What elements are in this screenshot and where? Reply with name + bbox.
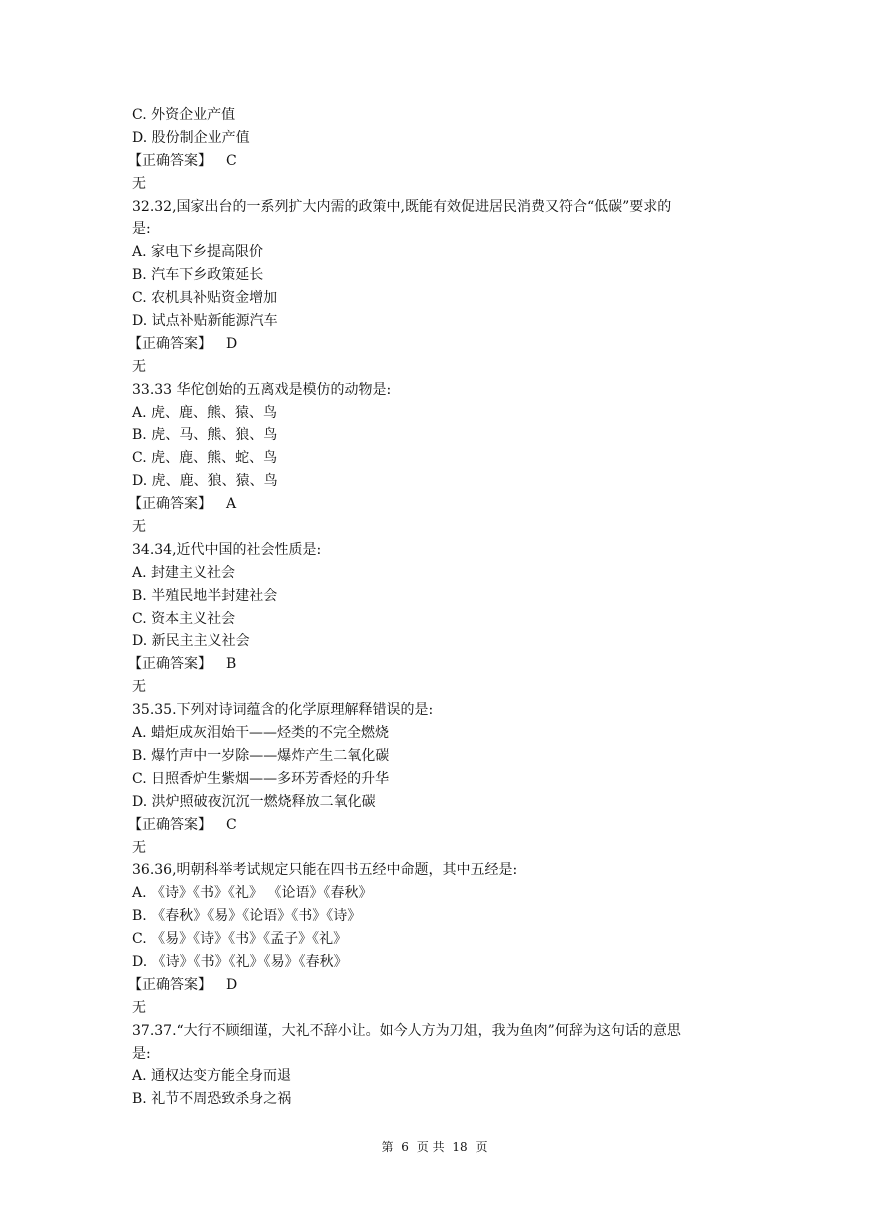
option-line: B. 虎、马、熊、狼、鸟 bbox=[132, 427, 278, 444]
option-line: D. 试点补贴新能源汽车 bbox=[132, 313, 278, 330]
option-line: C. 虎、鹿、熊、蛇、鸟 bbox=[132, 450, 278, 467]
option-line: A. 通权达变方能全身而退 bbox=[132, 1068, 292, 1085]
option-line: A. 家电下乡提高限价 bbox=[132, 244, 264, 261]
question-line: 32.32,国家出台的一系列扩大内需的政策中,既能有效促进居民消费又符合“低碳”要求的 bbox=[132, 198, 672, 215]
option-line: D. 股份制企业产值 bbox=[132, 129, 250, 146]
question-line: 37.37.“大行不顾细谨，大礼不辞小让。如今人方为刀俎，我为鱼肉”何辞为这句话的意思 bbox=[132, 1022, 681, 1039]
option-line: D. 《诗》《书》《礼》《易》《春秋》 bbox=[132, 953, 348, 970]
answer-label: 【正确答案】 bbox=[128, 816, 212, 833]
option-line: C. 资本主义社会 bbox=[132, 610, 236, 627]
footer-mid: 页 共 bbox=[416, 1140, 445, 1154]
answer-label: 【正确答案】 bbox=[128, 335, 212, 352]
note-line: 无 bbox=[132, 519, 146, 536]
option-line: D. 虎、鹿、狼、猿、鸟 bbox=[132, 473, 278, 490]
option-line: B. 半殖民地半封建社会 bbox=[132, 587, 278, 604]
answer-label: 【正确答案】 bbox=[128, 976, 212, 993]
option-line: D. 新民主主义社会 bbox=[132, 633, 250, 650]
answer-value: A bbox=[226, 496, 237, 513]
footer-total-pages: 18 bbox=[452, 1140, 468, 1154]
question-line: 33.33 华佗创始的五离戏是模仿的动物是: bbox=[132, 381, 392, 398]
footer-suffix: 页 bbox=[475, 1140, 488, 1154]
question-line: 36.36,明朝科举考试规定只能在四书五经中命题，其中五经是: bbox=[132, 862, 518, 879]
option-line: D. 洪炉照破夜沉沉一燃烧释放二氧化碳 bbox=[132, 793, 376, 810]
answer-label: 【正确答案】 bbox=[128, 152, 212, 169]
answer-line bbox=[128, 653, 752, 676]
option-line: A. 封建主义社会 bbox=[132, 564, 236, 581]
note-line: 无 bbox=[132, 679, 146, 696]
footer-page-number: 6 bbox=[401, 1140, 409, 1154]
answer-line bbox=[128, 974, 752, 997]
answer-value: C bbox=[226, 816, 237, 833]
note-line: 无 bbox=[132, 839, 146, 856]
answer-label: 【正确答案】 bbox=[128, 656, 212, 673]
note-line: 无 bbox=[132, 175, 146, 192]
answer-line bbox=[128, 150, 752, 173]
option-line: B. 爆竹声中一岁除——爆炸产生二氧化碳 bbox=[132, 747, 390, 764]
page-footer bbox=[0, 1138, 869, 1155]
answer-line bbox=[128, 814, 752, 837]
note-line: 无 bbox=[132, 358, 146, 375]
answer-line bbox=[128, 493, 752, 516]
option-line: C. 日照香炉生紫烟——多环芳香烃的升华 bbox=[132, 770, 390, 787]
answer-value: D bbox=[226, 976, 238, 993]
question-line: 35.35.下列对诗词蕴含的化学原理解释错误的是: bbox=[132, 702, 434, 719]
answer-label: 【正确答案】 bbox=[128, 496, 212, 513]
option-line: C. 外资企业产值 bbox=[132, 107, 236, 123]
option-line: A. 蜡炬成灰泪始干——烃类的不完全燃烧 bbox=[132, 725, 390, 742]
question-line: 34.34,近代中国的社会性质是: bbox=[132, 541, 322, 558]
question-line: 是: bbox=[132, 221, 151, 238]
option-line: B. 汽车下乡政策延长 bbox=[132, 267, 264, 284]
question-line: 是: bbox=[132, 1045, 151, 1062]
option-line: B. 《春秋》《易》《论语》《书》《诗》 bbox=[132, 908, 362, 925]
answer-value: D bbox=[226, 335, 238, 352]
answer-line bbox=[128, 333, 752, 356]
option-line: B. 礼节不周恐致杀身之祸 bbox=[132, 1091, 292, 1108]
option-line: C. 农机具补贴资金增加 bbox=[132, 290, 278, 307]
option-line: C. 《易》《诗》《书》《孟子》《礼》 bbox=[132, 931, 348, 948]
answer-value: B bbox=[226, 656, 237, 673]
option-line: A. 《诗》《书》《礼》 《论语》《春秋》 bbox=[132, 885, 373, 902]
note-line: 无 bbox=[132, 999, 146, 1016]
answer-value: C bbox=[226, 152, 237, 169]
footer-prefix: 第 bbox=[381, 1140, 394, 1154]
option-line: A. 虎、鹿、熊、猿、鸟 bbox=[132, 404, 278, 421]
document-body bbox=[128, 104, 752, 1111]
